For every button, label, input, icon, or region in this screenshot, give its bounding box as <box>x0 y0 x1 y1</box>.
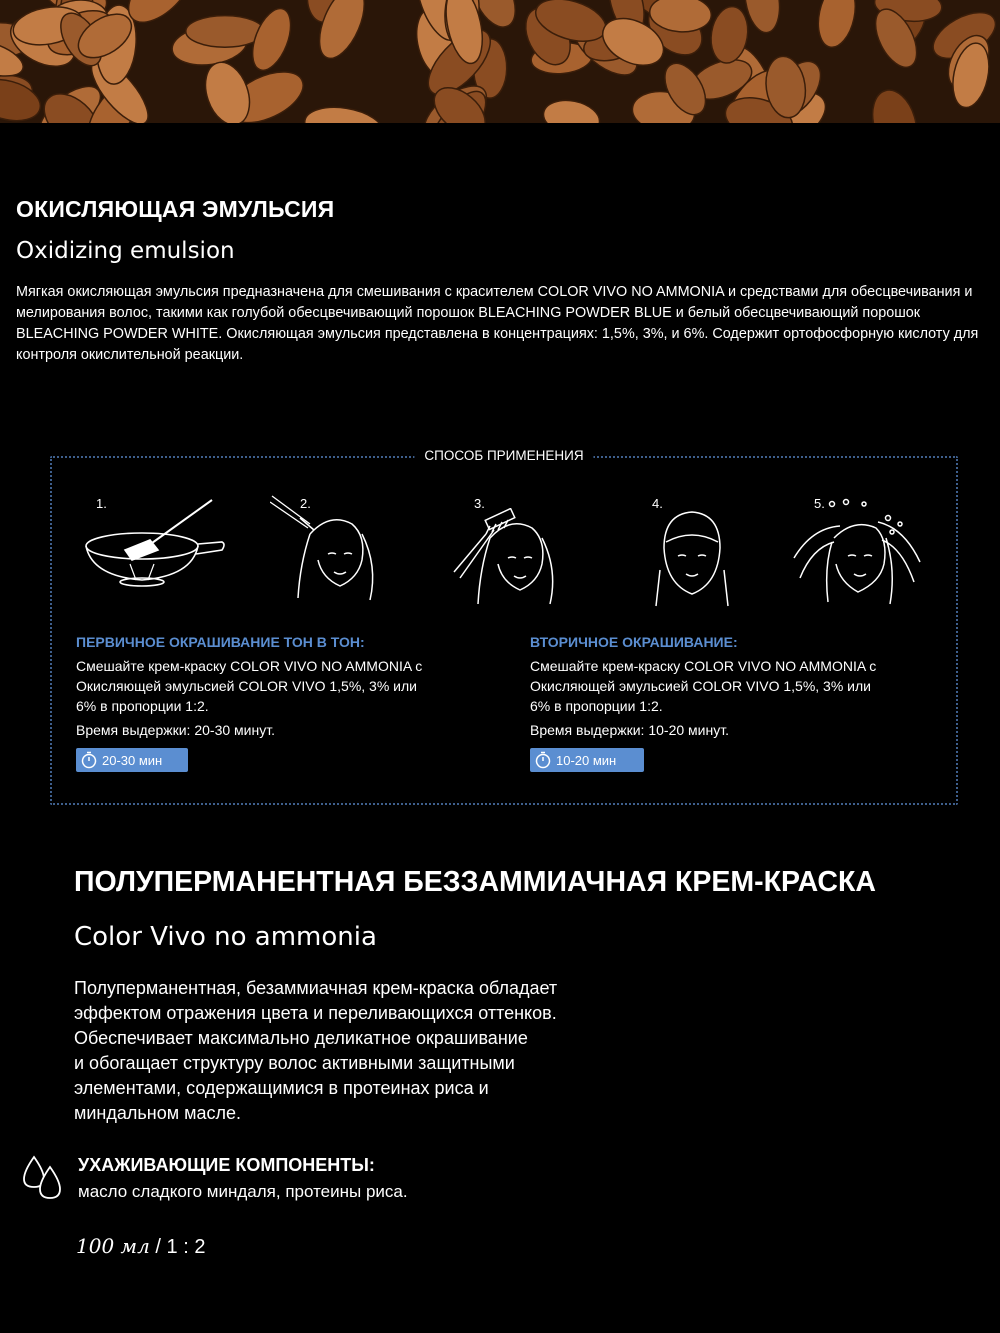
step-4-number: 4. <box>652 496 663 511</box>
drops-icon <box>20 1155 64 1201</box>
almond <box>865 85 923 123</box>
primary-title: ПЕРВИЧНОЕ ОКРАШИВАНИЕ ТОН В ТОН: <box>76 634 365 650</box>
primary-line-2: Окисляющей эмульсией COLOR VIVO 1,5%, 3% или <box>76 678 417 694</box>
ratio-value: / 1 : 2 <box>155 1236 206 1258</box>
method-box <box>50 448 958 805</box>
almond <box>186 16 264 48</box>
almond <box>540 96 602 123</box>
stopwatch-icon <box>534 751 552 769</box>
stopwatch-icon <box>80 751 98 769</box>
volume-ratio <box>76 1234 205 1259</box>
desc-line: Обеспечивает максимально деликатное окрашивание <box>74 1028 528 1048</box>
primary-line-1: Смешайте крем-краску COLOR VIVO NO AMMONIA с <box>76 658 423 674</box>
almond <box>813 0 861 51</box>
method-title: СПОСОБ ПРИМЕНЕНИЯ <box>414 448 593 463</box>
product-description <box>74 976 674 1126</box>
oxidizing-title: ОКИСЛЯЮЩАЯ ЭМУЛЬСИЯ <box>16 196 335 222</box>
primary-time-badge <box>76 748 188 772</box>
oxidizing-description: Мягкая окисляющая эмульсия предназначена для смешивания с красителем COLOR VIVO NO AMMONIA и средствами для обесцвечивания и мелирования волос, такими как голубой обесцвечивающий порошок BLEACHING POWDER BLUE и белый обесцвечивающий порошок BLEACHING POWDER WHITE. Окисляющая эмульсия представлена в концентрациях: 1,5%, 3%, и 6%. Содержит ортофосфорную кислоту для контроля окислительной реакции. <box>16 284 979 363</box>
secondary-line-3: 6% в пропорции 1:2. <box>530 698 663 714</box>
oxidizing-subtitle: Oxidizing emulsion <box>16 238 235 264</box>
mixing-bowl-icon <box>80 498 230 588</box>
comb-icon <box>450 508 570 608</box>
step-2-number: 2. <box>300 496 311 511</box>
desc-line: и обогащает структуру волос активными защитными <box>74 1053 515 1073</box>
secondary-time-badge-label: 10-20 мин <box>556 752 617 768</box>
almond <box>198 56 258 123</box>
care-title: УХАЖИВАЮЩИЕ КОМПОНЕНТЫ: <box>78 1155 375 1175</box>
product-title: ПОЛУПЕРМАНЕНТНАЯ БЕЗЗАММИАЧНАЯ КРЕМ-КРАСКА <box>74 866 876 898</box>
primary-time-badge-label: 20-30 мин <box>102 752 163 768</box>
desc-line: Полуперманентная, безаммиачная крем-краска обладает <box>74 978 558 998</box>
primary-line-3: 6% в пропорции 1:2. <box>76 698 209 714</box>
almonds-photo <box>0 0 1000 123</box>
step-5-number: 5. <box>814 496 825 511</box>
brush-application-icon <box>270 494 390 604</box>
secondary-time-text: Время выдержки: 10-20 минут. <box>530 722 729 738</box>
step-3-number: 3. <box>474 496 485 511</box>
secondary-instructions <box>530 656 950 740</box>
secondary-time-badge <box>530 748 644 772</box>
product-subtitle: Color Vivo no ammonia <box>74 922 377 952</box>
wait-face-icon <box>652 508 732 608</box>
volume-value: 100 мл <box>76 1234 150 1258</box>
secondary-title: ВТОРИЧНОЕ ОКРАШИВАНИЕ: <box>530 634 738 650</box>
secondary-line-1: Смешайте крем-краску COLOR VIVO NO AMMONIA с <box>530 658 877 674</box>
primary-instructions <box>76 656 496 740</box>
desc-line: элементами, содержащимися в протеинах риса и <box>74 1078 489 1098</box>
care-text: масло сладкого миндаля, протеины риса. <box>78 1182 408 1201</box>
almonds-illustration <box>0 0 1000 123</box>
desc-line: миндальном масле. <box>74 1103 241 1123</box>
rinse-icon <box>792 498 922 608</box>
almond <box>302 102 386 123</box>
step-1-number: 1. <box>96 496 107 511</box>
secondary-line-2: Окисляющей эмульсией COLOR VIVO 1,5%, 3% или <box>530 678 871 694</box>
primary-time-text: Время выдержки: 20-30 минут. <box>76 722 275 738</box>
desc-line: эффектом отражения цвета и переливающихся оттенков. <box>74 1003 557 1023</box>
